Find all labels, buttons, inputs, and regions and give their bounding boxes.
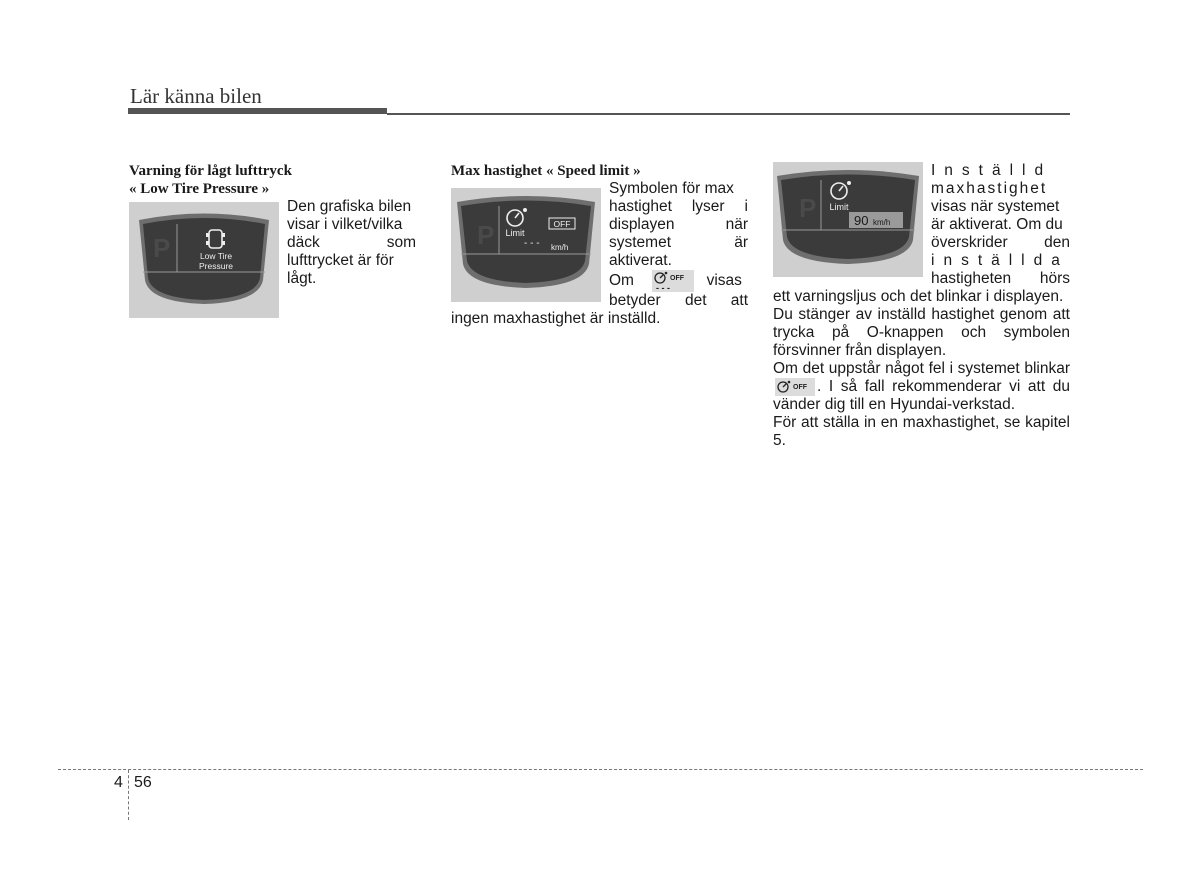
set-speed-inline-off-label: OFF [793,384,807,391]
speed-limit-display-figure [451,188,601,302]
low-tire-heading-line1: Varning för lågt lufttryck [129,163,292,179]
speed-limit-inline-dashes: - - - [656,283,671,292]
set-speed-intro-line: Inställd [931,162,1053,179]
svg-text:P: P [477,220,495,250]
speed-limit-om-suffix: visas [706,272,742,290]
speed-limit-body-line: Symbolen för max [609,180,734,197]
set-speed-para2: Du stänger av inställd hastighet genom att trycka på O-knappen och symbolen försvinner från displayen. [773,306,1070,359]
page-header-title: Lär känna bilen [130,84,262,108]
low-tire-heading [129,162,426,198]
speed-limit-figure-off: OFF [553,219,571,229]
low-tire-figure-label-1: Low Tire [199,251,233,261]
set-speed-intro-line: är aktiverat. Om du [931,216,1063,233]
set-speed-figure-unit: km/h [873,218,891,227]
set-speed-intro-line: maxhastighet [931,180,1048,197]
set-speed-para3-suffix: . I så fall rekommenderar vi att du vänder dig till en Hyundai-verkstad. [773,378,1070,414]
svg-text:P: P [799,193,817,223]
low-tire-body-line: lågt. [287,270,317,287]
section-speed-limit [451,162,748,328]
svg-text:P: P [153,233,171,263]
header-rule-thin [387,113,1070,115]
low-tire-body-line: däck som [287,234,416,251]
speed-limit-heading [451,162,748,180]
set-speed-intro-line: överskrider den [931,234,1070,251]
speed-limit-body-line: displayen när [609,216,748,233]
set-speed-intro-line: visas när systemet [931,198,1060,215]
chapter-number: 4 [114,774,123,791]
speed-limit-heading-text: Max hastighet « Speed limit » [451,163,641,179]
set-speed-para3-prefix: Om det uppstår något fel i systemet blinkar [773,360,1070,377]
low-tire-body-line: lufttrycket är för [287,252,394,269]
set-speed-para3 [773,360,1070,414]
footer-vertical-rule [128,770,129,820]
speed-limit-after-2: ingen maxhastighet är inställd. [451,310,661,327]
page-number: 56 [134,774,152,791]
speed-limit-body-line: systemet är [609,234,748,251]
speed-limit-inline-off-label: OFF [670,275,685,282]
set-speed-display-figure [773,162,923,277]
set-speed-para4: För att ställa in en maxhastighet, se kapitel 5. [773,414,1070,450]
set-speed-para1: ett varningsljus och det blinkar i displayen. [773,288,1064,305]
section-low-tire-pressure [129,162,426,318]
set-speed-intro-line: hastigheten hörs [931,270,1070,287]
low-tire-body-line: Den grafiska bilen [287,198,412,215]
speed-limit-figure-limit: Limit [505,228,525,238]
set-speed-intro-line: inställda [931,252,1069,269]
low-tire-display-figure [129,202,279,318]
set-speed-figure-limit: Limit [829,202,849,212]
header-rule-thick [128,108,387,114]
speed-limit-off-inline-icon [652,270,694,292]
low-tire-body-line: visar i vilket/vilka [287,216,403,233]
speed-limit-body-line: hastighet lyser i [609,198,748,215]
footer-rule [58,769,1143,770]
low-tire-heading-line2: « Low Tire Pressure » [129,181,270,197]
speed-limit-figure-dashes: - - - [524,238,540,249]
low-tire-figure-label-2: Pressure [198,261,234,271]
speed-limit-om-prefix: Om [609,272,634,290]
speed-limit-body-line: aktiverat. [609,252,672,269]
speed-limit-after-1: betyder det att [609,292,748,309]
speed-limit-off-inline-icon [775,378,815,396]
speed-limit-figure-unit: km/h [551,243,569,252]
set-speed-figure-speed: 90 [854,213,869,228]
section-set-speed [773,162,1070,450]
